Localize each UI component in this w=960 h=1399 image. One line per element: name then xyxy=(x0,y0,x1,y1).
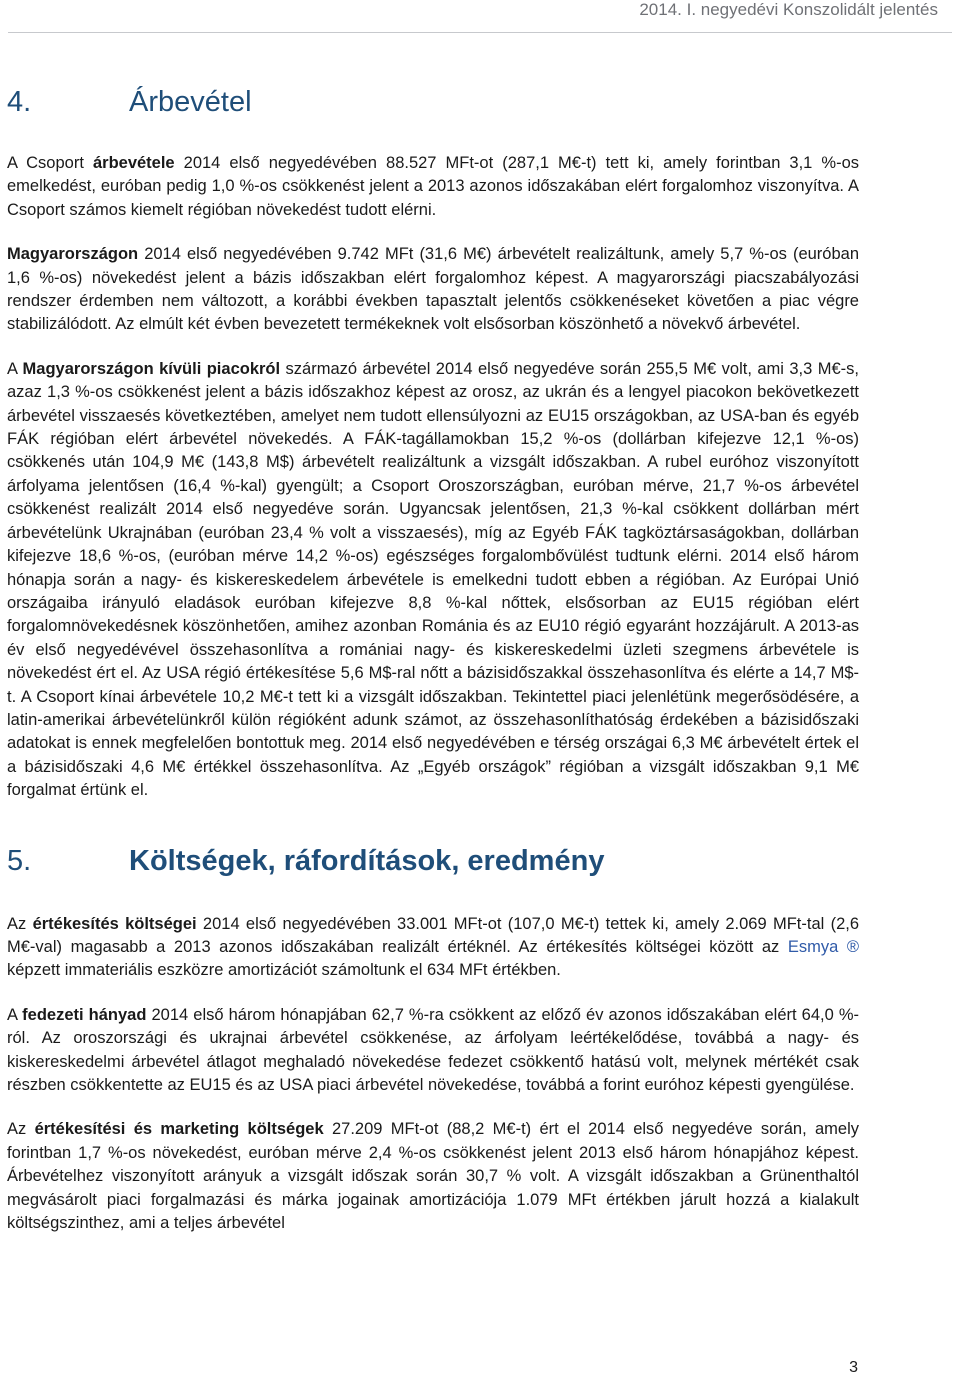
esmya-link[interactable]: Esmya ® xyxy=(787,937,860,956)
bold-term-marketing-koltsegek: értékesítési és marketing költségek xyxy=(34,1120,324,1139)
text-run: 2014 első három hónapjában 62,7 %-ra csökkent az előző év azonos időszakában elért 64,0 %-ról. Az oroszországi és ukrajnai árbevétel csökkenése, az árfolyam leértékelődése, továbbá a nagy- és kiskereskedelmi árbevétel átlagot meghaladó növekedése fedezet csökkentő hatású volt, melynek mértékét csak részben csökkentette az EU15 és az USA piaci árbevétel növekedése, továbbá a forint euróhoz képesti gyengülése. xyxy=(7,1005,859,1094)
paragraph-5-3 xyxy=(7,1118,859,1235)
bold-term-ertekesites-koltsegei: értékesítés költségei xyxy=(32,914,197,933)
text-run: A xyxy=(7,359,23,378)
text-run: A Csoport xyxy=(7,154,93,172)
text-run: 2014 első negyedévében 9.742 MFt (31,6 M€) árbevételt realizáltunk, amely 5,7 %-os (euróban 1,6 %-os) növekedést jelent a bázis időszakban elért forgalomhoz képest. A magyarországi piacszabályozási rendszer érdemben nem változott, a korábbi években tapasztalt jelentős csökkenéseket követően a piac végre stabilizálódott. Az elmúlt két évben bevezetett termékeknek volt elsősorban köszönhető a növekvő árbevétel. xyxy=(7,245,859,334)
paragraph-4-1 xyxy=(7,152,859,222)
text-run: 2014 első negyedévében 33.001 MFt-ot (107,0 M€-t) tettek ki, amely 2.069 MFt-tal (2,6 M€-val) magasabb a 2013 azonos időszakában realizált értéknél. Az értékesítés költségei között az xyxy=(7,914,860,956)
text-run: származó árbevétel 2014 első negyedéve során 255,5 M€ volt, ami 3,3 M€-s, azaz 1,3 %-os csökkenést jelent a bázis időszakhoz képest az orosz, az ukrán és a lengyel piacokon bekövetkezett árbevétel visszaesés következtében, amelyet nem tudott ellensúlyozni az EU15 országokban, az USA-ban és egyéb FÁK régióban elért árbevétel növekedés. A FÁK-tagállamokban 15,2 %-os (dollárban kifejezve 12,1 %-os) csökkenés után 104,9 M€ (143,8 M$) árbevételt realizáltunk a vizsgált időszakban. A rubel euróhoz viszonyított árfolyama jelentősen (16,4 %-kal) gyengült; a Csoport Oroszországban, euróban mérve, 21,7 %-os árbevétel csökkenést realizált 2014 első negyedéve során. Ugyancsak jelentősen, 21,3 %-kal csökkent dollárban mért árbevételünk Ukrajnában (euróban 23,4 % volt a visszaesés), míg az Egyéb FÁK tagköztársaságokban, dollárban kifejezve 18,6 %-os, (euróban mérve 14,2 %-os) egészséges forgalombővülést tudtunk elérni. 2014 első három hónapja során a nagy- és kiskereskedelem árbevétele is emelkedni tudott ebben a régióban. Az Európai Unió országaiba irányuló eladások euróban kifejezve 8,8 %-kal nőttek, elsősorban az EU15 régióban elért forgalomnövekedésnek köszönhetően, amihez azonban Románia és az EU10 régió egyaránt hozzájárult. A 2013-as év első negyedévével összehasonlítva a romániai nagy- és kiskereskedelmi üzleti szegmens árbevétele is növekedést ért el. Az USA régió értékesítése 5,6 M$-ral nőtt a bázisidőszakkal összehasonlítva és elérte a 14,7 M$-t. A Csoport kínai árbevétele 10,2 M€-t tett ki a vizsgált időszakban. Tekintettel piaci jelenlétünk megerősödésére, a latin-amerikai árbevételünkről külön régióként adunk számot, az összehasonlíthatóság érdekében a bázisidőszaki adatokat is ennek megfelelően bontottuk meg. 2014 első negyedévében e térség országai 6,3 M€ árbevételt értek el a bázisidőszaki 4,6 M€ értékkel összehasonlítva. Az „Egyéb országok” régióban a vizsgált időszakban 9,1 M€ forgalmat értünk el. xyxy=(7,359,860,800)
section-4-title: Árbevétel xyxy=(129,86,252,118)
document-body xyxy=(7,82,859,1235)
section-4-number: 4. xyxy=(7,86,32,118)
text-run: 2014 első negyedévében 88.527 MFt-ot (287,1 M€-t) tett ki, amely forintban 3,1 %-os emelkedést, euróban pedig 1,0 %-os csökkenést jelent a 2013 azonos időszakában elért forgalomhoz viszonyítva. A Csoport számos kiemelt régióban növekedést tudott elérni. xyxy=(7,154,859,219)
text-run: képzett immateriális eszközre amortizációt számoltunk el 634 MFt értékben. xyxy=(7,961,561,980)
bold-term-magyarorszagon: Magyarországon xyxy=(7,245,139,264)
bold-term-arbevetele: árbevétele xyxy=(92,154,175,172)
text-run: 27.209 MFt-ot (88,2 M€-t) ért el 2014 első negyedéve során, amely forintban 1,7 %-os növekedést, euróban mérve 2,4 %-os csökkenést jelent 2013 első három hónapjához képest. Árbevételhez viszonyított arányuk a vizsgált időszak során 30,7 % volt. A vizsgált időszakban a Grünenthaltól megvásárolt piaci forgalmazási és márka jogainak amortizációja 1.079 MFt értékben járult hozzá a kialakult költségszinthez, ami a teljes árbevétel xyxy=(7,1120,860,1233)
running-header: 2014. I. negyedévi Konszolidált jelentés xyxy=(639,0,938,19)
paragraph-5-2 xyxy=(7,1004,859,1098)
section-4-heading xyxy=(7,82,859,122)
text-run: Az xyxy=(7,914,33,933)
section-5-heading xyxy=(7,841,859,881)
paragraph-5-1 xyxy=(7,913,859,983)
paragraph-4-2 xyxy=(7,243,859,337)
paragraph-4-3 xyxy=(7,358,859,803)
text-run: A xyxy=(7,1005,23,1024)
bold-term-kulfoldi-piacok: Magyarországon kívüli piacokról xyxy=(22,359,281,378)
page-number: 3 xyxy=(849,1359,858,1376)
section-5-number: 5. xyxy=(7,844,32,877)
section-5-title: Költségek, ráfordítások, eredmény xyxy=(129,844,605,877)
bold-term-fedezeti-hanyad: fedezeti hányad xyxy=(22,1005,147,1024)
text-run: Az xyxy=(7,1120,35,1139)
header-rule xyxy=(8,32,952,33)
